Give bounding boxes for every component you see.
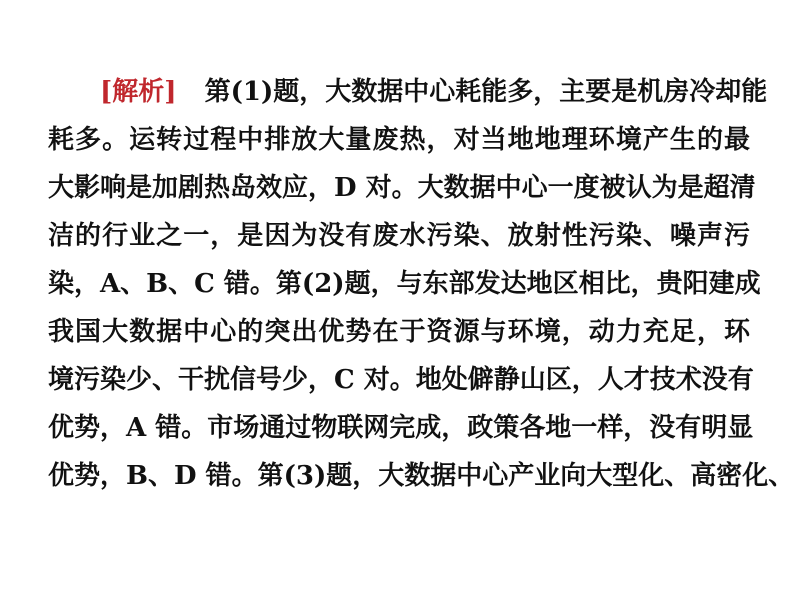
analysis-paragraph bbox=[48, 68, 794, 500]
analysis-line-8: 优势，A 错。市场通过物联网完成，政策各地一样，没有明显 bbox=[48, 413, 754, 443]
analysis-line-7: 境污染少、干扰信号少，C 对。地处僻静山区，人才技术没有 bbox=[48, 365, 754, 395]
analysis-line-3: 大影响是加剧热岛效应，D 对。大数据中心一度被认为是超清 bbox=[48, 173, 756, 203]
analysis-line-4: 洁的行业之一，是因为没有废水污染、放射性污染、噪声污 bbox=[48, 221, 750, 251]
analysis-line-2: 耗多。运转过程中排放大量废热，对当地地理环境产生的最 bbox=[48, 125, 750, 155]
analysis-line-9: 优势，B、D 错。第(3)题，大数据中心产业向大型化、高密化、 bbox=[48, 461, 794, 491]
analysis-line-1 bbox=[48, 68, 768, 116]
analysis-first-line-text: 第(1)题，大数据中心耗能多，主要是机房冷却能 bbox=[204, 77, 768, 107]
analysis-line-6: 我国大数据中心的突出优势在于资源与环境，动力充足，环 bbox=[48, 317, 750, 347]
analysis-tag: [解析] bbox=[100, 77, 177, 107]
analysis-line-5: 染，A、B、C 错。第(2)题，与东部发达地区相比，贵阳建成 bbox=[48, 269, 761, 299]
